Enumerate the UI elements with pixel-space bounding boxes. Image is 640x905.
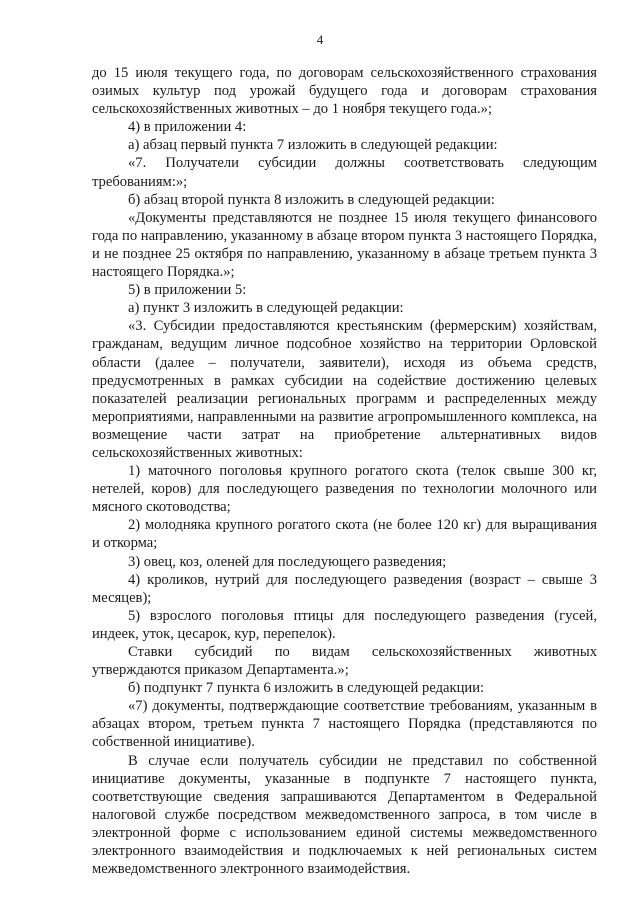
paragraph-1-continuation: до 15 июля текущего года, по договорам сельскохозяйственного страхования озимых культур под урожай будущего года и договорам страхования сельскохозяйственных животных – до 1 ноября текущего года.»; xyxy=(92,65,597,118)
paragraph-quote-7-documents: «7) документы, подтверждающие соответствие требованиям, указанным в абзацах втором, третьем пункта 7 настоящего Порядка (представляются по собственной инициативе). xyxy=(92,698,597,751)
paragraph-interagency-request: В случае если получатель субсидии не представил по собственной инициативе документы, указанные в подпункте 7 настоящего пункта, соответствующие сведения запрашиваются Департаментом в Федеральной налоговой службе посредством межведомственного запроса, в том числе в электронной форме с использованием единой системы межведомственного электронного взаимодействия и подключаемых к ней региональных систем межведомственного электронного взаимодействия. xyxy=(92,752,597,878)
list-item-2: 2) молодняка крупного рогатого скота (не более 120 кг) для выращивания и откорма; xyxy=(92,517,597,552)
paragraph-item-4b: б) абзац второй пункта 8 изложить в следующей редакции: xyxy=(128,191,495,208)
paragraph-quote-3: «3. Субсидии предоставляются крестьянским (фермерским) хозяйствам, гражданам, ведущим личное подсобное хозяйство на территории Орловской области (далее – получатели, заявители), исходя из объема средств, предусмотренных в рамках субсидии на содействие достижению целевых показателей реализации региональных программ и распределенных между мероприятиями, направленными на развитие агропромышленного комплекса, на возмещение части затрат на приобретение альтернативных видов сельскохозяйственных животных: xyxy=(92,318,597,461)
paragraph-item-5: 5) в приложении 5: xyxy=(128,282,247,299)
paragraph-item-5b: б) подпункт 7 пункта 6 изложить в следующей редакции: xyxy=(128,680,485,697)
list-item-1: 1) маточного поголовья крупного рогатого скота (телок свыше 300 кг, нетелей, коров) для последующего разведения по технологии молочного или мясного скотоводства; xyxy=(92,463,597,516)
list-item-4: 4) кроликов, нутрий для последующего разведения (возраст – свыше 3 месяцев); xyxy=(92,571,597,606)
page-number: 4 xyxy=(316,32,324,47)
paragraph-quote-documents: «Документы представляются не позднее 15 июля текущего финансового года по направлению, указанному в абзаце втором пункта 3 настоящего Порядка, и не позднее 25 октября по направлению, указанному в абзаце третьем пункта 3 настоящего Порядка.»; xyxy=(92,209,597,281)
paragraph-item-4a: а) абзац первый пункта 7 изложить в следующей редакции: xyxy=(128,137,498,154)
paragraph-item-4: 4) в приложении 4: xyxy=(128,119,247,136)
paragraph-item-5a: а) пункт 3 изложить в следующей редакции: xyxy=(128,300,404,317)
document-body xyxy=(92,64,597,878)
paragraph-rates: Ставки субсидий по видам сельскохозяйственных животных утверждаются приказом Департамента.»; xyxy=(92,644,597,679)
list-item-3: 3) овец, коз, оленей для последующего разведения; xyxy=(128,553,447,570)
paragraph-quote-7: «7. Получатели субсидии должны соответствовать следующим требованиям:»; xyxy=(92,155,597,190)
list-item-5: 5) взрослого поголовья птицы для последующего разведения (гусей, индеек, уток, цесарок, кур, перепелок). xyxy=(92,607,597,642)
